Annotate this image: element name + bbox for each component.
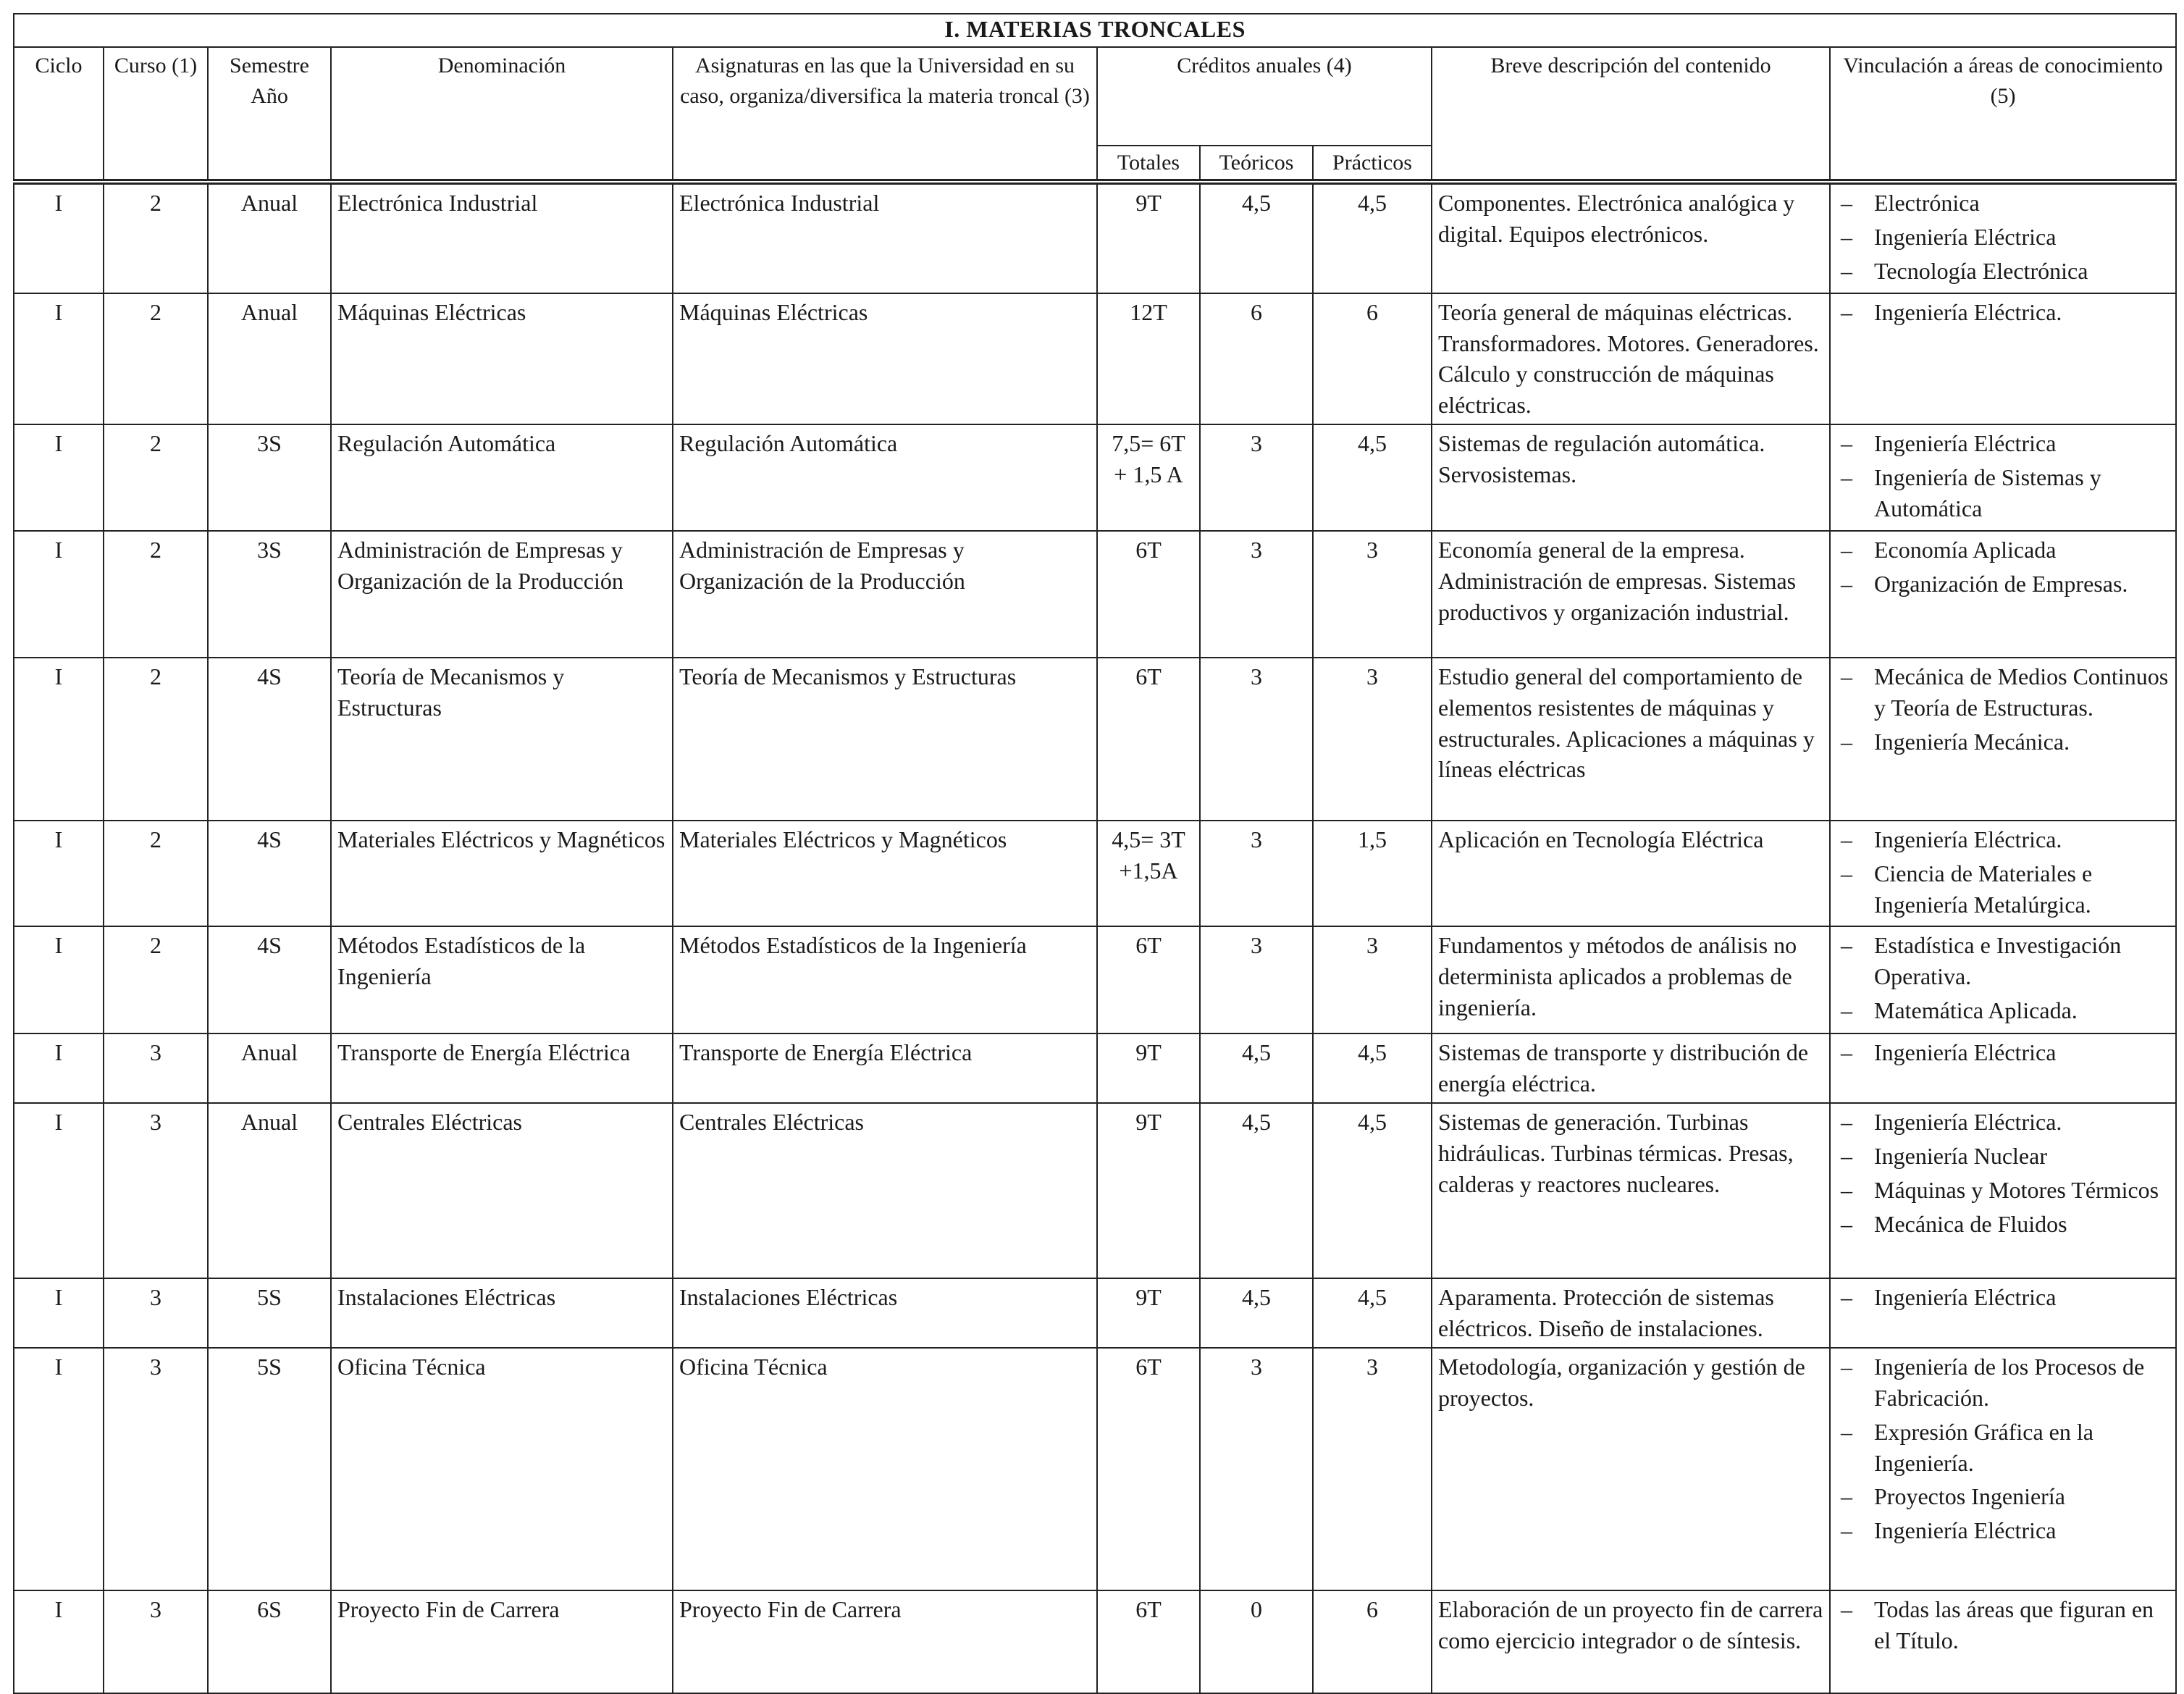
- creditos-totales-cell: 9T: [1097, 1103, 1200, 1278]
- semestre-cell: 4S: [208, 926, 331, 1033]
- semestre-cell: 6S: [208, 1590, 331, 1693]
- creditos-totales-cell: 6T: [1097, 1348, 1200, 1590]
- semestre-cell: Anual: [208, 1103, 331, 1278]
- header-creditos: Créditos anuales (4): [1097, 47, 1432, 146]
- ciclo-cell: I: [14, 182, 104, 293]
- area-item: – Ingeniería Eléctrica.: [1836, 824, 2170, 855]
- curso-cell: 2: [104, 182, 208, 293]
- vinculacion-cell: [1830, 1103, 2176, 1278]
- descripcion-cell: Teoría general de máquinas eléctricas. Transformadores. Motores. Generadores. Cálculo y construcción de máquinas eléctricas.: [1432, 293, 1830, 425]
- denominacion-cell: Métodos Estadísticos de la Ingeniería: [331, 926, 673, 1033]
- header-vinculacion: Vinculación a áreas de conocimiento (5): [1830, 47, 2176, 182]
- area-item: – Ciencia de Materiales e Ingeniería Metalúrgica.: [1836, 858, 2170, 921]
- creditos-practicos-cell: 4,5: [1313, 1103, 1432, 1278]
- vinculacion-cell: [1830, 926, 2176, 1033]
- asignatura-cell: Máquinas Eléctricas: [673, 293, 1097, 425]
- semestre-cell: Anual: [208, 1033, 331, 1103]
- descripcion-cell: Aparamenta. Protección de sistemas eléctricos. Diseño de instalaciones.: [1432, 1278, 1830, 1348]
- creditos-teoricos-cell: 4,5: [1200, 1103, 1313, 1278]
- asignatura-cell: Proyecto Fin de Carrera: [673, 1590, 1097, 1693]
- creditos-totales-cell: 6T: [1097, 926, 1200, 1033]
- curso-cell: 3: [104, 1033, 208, 1103]
- table-title: I. MATERIAS TRONCALES: [14, 14, 2176, 47]
- creditos-teoricos-cell: 3: [1200, 926, 1313, 1033]
- creditos-totales-cell: 6T: [1097, 658, 1200, 821]
- ciclo-cell: I: [14, 1033, 104, 1103]
- asignatura-cell: Teoría de Mecanismos y Estructuras: [673, 658, 1097, 821]
- ciclo-cell: I: [14, 1103, 104, 1278]
- area-item: – Ingeniería de los Procesos de Fabricación.: [1836, 1351, 2170, 1414]
- denominacion-cell: Teoría de Mecanismos y Estructuras: [331, 658, 673, 821]
- header-ciclo: Ciclo: [14, 47, 104, 182]
- curso-cell: 3: [104, 1103, 208, 1278]
- descripcion-cell: Metodología, organización y gestión de proyectos.: [1432, 1348, 1830, 1590]
- creditos-practicos-cell: 3: [1313, 658, 1432, 821]
- table-row: [14, 182, 2176, 293]
- creditos-teoricos-cell: 6: [1200, 293, 1313, 425]
- denominacion-cell: Regulación Automática: [331, 424, 673, 531]
- creditos-practicos-cell: 4,5: [1313, 1033, 1432, 1103]
- asignatura-cell: Instalaciones Eléctricas: [673, 1278, 1097, 1348]
- vinculacion-cell: [1830, 182, 2176, 293]
- creditos-teoricos-cell: 3: [1200, 1348, 1313, 1590]
- creditos-practicos-cell: 6: [1313, 1590, 1432, 1693]
- creditos-totales-cell: 6T: [1097, 531, 1200, 658]
- creditos-teoricos-cell: 0: [1200, 1590, 1313, 1693]
- area-item: – Ingeniería Eléctrica.: [1836, 1107, 2170, 1138]
- semestre-cell: 4S: [208, 821, 331, 927]
- table-row: [14, 1103, 2176, 1278]
- header-denominacion: Denominación: [331, 47, 673, 182]
- area-list: [1836, 1107, 2170, 1240]
- semestre-cell: 4S: [208, 658, 331, 821]
- descripcion-cell: Sistemas de regulación automática. Servosistemas.: [1432, 424, 1830, 531]
- descripcion-cell: Estudio general del comportamiento de elementos resistentes de máquinas y estructurales. Aplicaciones a máquinas y líneas eléctricas: [1432, 658, 1830, 821]
- area-item: – Mecánica de Medios Continuos y Teoría de Estructuras.: [1836, 661, 2170, 724]
- table-row: [14, 1590, 2176, 1693]
- table-row: [14, 926, 2176, 1033]
- table-row: [14, 424, 2176, 531]
- ciclo-cell: I: [14, 293, 104, 425]
- area-item: – Ingeniería Eléctrica: [1836, 222, 2170, 253]
- asignatura-cell: Materiales Eléctricos y Magnéticos: [673, 821, 1097, 927]
- semestre-cell: Anual: [208, 293, 331, 425]
- area-item: – Ingeniería Eléctrica: [1836, 1515, 2170, 1546]
- vinculacion-cell: [1830, 531, 2176, 658]
- header-practicos: Prácticos: [1313, 146, 1432, 182]
- denominacion-cell: Máquinas Eléctricas: [331, 293, 673, 425]
- denominacion-cell: Materiales Eléctricos y Magnéticos: [331, 821, 673, 927]
- area-item: – Ingeniería Nuclear: [1836, 1141, 2170, 1172]
- table-row: [14, 531, 2176, 658]
- area-list: [1836, 428, 2170, 524]
- area-item: – Ingeniería Mecánica.: [1836, 726, 2170, 758]
- area-item: – Electrónica: [1836, 188, 2170, 219]
- creditos-teoricos-cell: 3: [1200, 424, 1313, 531]
- curso-cell: 2: [104, 531, 208, 658]
- creditos-practicos-cell: 6: [1313, 293, 1432, 425]
- area-item: – Mecánica de Fluidos: [1836, 1209, 2170, 1240]
- denominacion-cell: Instalaciones Eléctricas: [331, 1278, 673, 1348]
- creditos-totales-cell: 9T: [1097, 1278, 1200, 1348]
- denominacion-cell: Administración de Empresas y Organización de la Producción: [331, 531, 673, 658]
- creditos-teoricos-cell: 4,5: [1200, 182, 1313, 293]
- creditos-practicos-cell: 3: [1313, 1348, 1432, 1590]
- header-teoricos: Teóricos: [1200, 146, 1313, 182]
- semestre-cell: 3S: [208, 531, 331, 658]
- area-item: – Máquinas y Motores Térmicos: [1836, 1175, 2170, 1206]
- table-row: [14, 1278, 2176, 1348]
- table-row: [14, 1033, 2176, 1103]
- asignatura-cell: Electrónica Industrial: [673, 182, 1097, 293]
- asignatura-cell: Oficina Técnica: [673, 1348, 1097, 1590]
- header-curso: Curso (1): [104, 47, 208, 182]
- ciclo-cell: I: [14, 926, 104, 1033]
- vinculacion-cell: [1830, 1033, 2176, 1103]
- vinculacion-cell: [1830, 1278, 2176, 1348]
- header-semestre: Semestre Año: [208, 47, 331, 182]
- area-item: – Ingeniería Eléctrica: [1836, 1282, 2170, 1313]
- area-list: [1836, 661, 2170, 758]
- area-item: – Estadística e Investigación Operativa.: [1836, 930, 2170, 992]
- descripcion-cell: Componentes. Electrónica analógica y digital. Equipos electrónicos.: [1432, 182, 1830, 293]
- asignatura-cell: Transporte de Energía Eléctrica: [673, 1033, 1097, 1103]
- curso-cell: 2: [104, 293, 208, 425]
- asignatura-cell: Regulación Automática: [673, 424, 1097, 531]
- vinculacion-cell: [1830, 821, 2176, 927]
- area-item: – Proyectos Ingeniería: [1836, 1481, 2170, 1512]
- ciclo-cell: I: [14, 1590, 104, 1693]
- descripcion-cell: Elaboración de un proyecto fin de carrera como ejercicio integrador o de síntesis.: [1432, 1590, 1830, 1693]
- ciclo-cell: I: [14, 424, 104, 531]
- ciclo-cell: I: [14, 658, 104, 821]
- area-item: – Tecnología Electrónica: [1836, 256, 2170, 287]
- area-list: [1836, 1351, 2170, 1546]
- asignatura-cell: Centrales Eléctricas: [673, 1103, 1097, 1278]
- area-item: – Ingeniería Eléctrica: [1836, 428, 2170, 459]
- descripcion-cell: Economía general de la empresa. Administración de empresas. Sistemas productivos y organización industrial.: [1432, 531, 1830, 658]
- header-asignaturas: Asignaturas en las que la Universidad en su caso, organiza/diversifica la materia troncal (3): [673, 47, 1097, 182]
- curso-cell: 3: [104, 1278, 208, 1348]
- curso-cell: 3: [104, 1590, 208, 1693]
- asignatura-cell: Métodos Estadísticos de la Ingeniería: [673, 926, 1097, 1033]
- denominacion-cell: Electrónica Industrial: [331, 182, 673, 293]
- area-list: [1836, 930, 2170, 1026]
- vinculacion-cell: [1830, 424, 2176, 531]
- denominacion-cell: Proyecto Fin de Carrera: [331, 1590, 673, 1693]
- creditos-practicos-cell: 4,5: [1313, 424, 1432, 531]
- curso-cell: 2: [104, 424, 208, 531]
- creditos-practicos-cell: 1,5: [1313, 821, 1432, 927]
- ciclo-cell: I: [14, 1348, 104, 1590]
- header-descripcion: Breve descripción del contenido: [1432, 47, 1830, 182]
- vinculacion-cell: [1830, 658, 2176, 821]
- area-list: [1836, 297, 2170, 328]
- creditos-totales-cell: 9T: [1097, 182, 1200, 293]
- curso-cell: 2: [104, 658, 208, 821]
- area-list: [1836, 824, 2170, 921]
- ciclo-cell: I: [14, 821, 104, 927]
- ciclo-cell: I: [14, 1278, 104, 1348]
- creditos-totales-cell: 4,5= 3T +1,5A: [1097, 821, 1200, 927]
- area-item: – Matemática Aplicada.: [1836, 995, 2170, 1026]
- area-item: – Ingeniería Eléctrica: [1836, 1037, 2170, 1068]
- table-body: [14, 182, 2176, 1693]
- vinculacion-cell: [1830, 293, 2176, 425]
- area-item: – Economía Aplicada: [1836, 534, 2170, 566]
- creditos-teoricos-cell: 3: [1200, 658, 1313, 821]
- document-sheet: [13, 13, 2175, 1694]
- semestre-cell: 3S: [208, 424, 331, 531]
- vinculacion-cell: [1830, 1348, 2176, 1590]
- denominacion-cell: Centrales Eléctricas: [331, 1103, 673, 1278]
- creditos-totales-cell: 7,5= 6T + 1,5 A: [1097, 424, 1200, 531]
- descripcion-cell: Aplicación en Tecnología Eléctrica: [1432, 821, 1830, 927]
- creditos-practicos-cell: 3: [1313, 926, 1432, 1033]
- semestre-cell: Anual: [208, 182, 331, 293]
- creditos-teoricos-cell: 4,5: [1200, 1033, 1313, 1103]
- asignatura-cell: Administración de Empresas y Organización de la Producción: [673, 531, 1097, 658]
- area-item: – Ingeniería de Sistemas y Automática: [1836, 462, 2170, 524]
- creditos-practicos-cell: 4,5: [1313, 182, 1432, 293]
- semestre-cell: 5S: [208, 1278, 331, 1348]
- curso-cell: 3: [104, 1348, 208, 1590]
- area-list: [1836, 1594, 2170, 1656]
- area-item: – Ingeniería Eléctrica.: [1836, 297, 2170, 328]
- descripcion-cell: Sistemas de generación. Turbinas hidráulicas. Turbinas térmicas. Presas, calderas y reactores nucleares.: [1432, 1103, 1830, 1278]
- header-totales: Totales: [1097, 146, 1200, 182]
- creditos-practicos-cell: 4,5: [1313, 1278, 1432, 1348]
- denominacion-cell: Oficina Técnica: [331, 1348, 673, 1590]
- creditos-teoricos-cell: 3: [1200, 821, 1313, 927]
- ciclo-cell: I: [14, 531, 104, 658]
- creditos-teoricos-cell: 4,5: [1200, 1278, 1313, 1348]
- table-row: [14, 293, 2176, 425]
- creditos-teoricos-cell: 3: [1200, 531, 1313, 658]
- descripcion-cell: Fundamentos y métodos de análisis no determinista aplicados a problemas de ingeniería.: [1432, 926, 1830, 1033]
- area-item: – Expresión Gráfica en la Ingeniería.: [1836, 1417, 2170, 1479]
- denominacion-cell: Transporte de Energía Eléctrica: [331, 1033, 673, 1103]
- curso-cell: 2: [104, 926, 208, 1033]
- area-list: [1836, 1037, 2170, 1068]
- table-row: [14, 821, 2176, 927]
- materias-troncales-table: [13, 13, 2177, 1694]
- area-list: [1836, 1282, 2170, 1313]
- area-item: – Todas las áreas que figuran en el Título.: [1836, 1594, 2170, 1656]
- table-row: [14, 1348, 2176, 1590]
- curso-cell: 2: [104, 821, 208, 927]
- creditos-totales-cell: 9T: [1097, 1033, 1200, 1103]
- creditos-totales-cell: 6T: [1097, 1590, 1200, 1693]
- area-item: – Organización de Empresas.: [1836, 569, 2170, 600]
- area-list: [1836, 188, 2170, 287]
- semestre-cell: 5S: [208, 1348, 331, 1590]
- creditos-totales-cell: 12T: [1097, 293, 1200, 425]
- creditos-practicos-cell: 3: [1313, 531, 1432, 658]
- vinculacion-cell: [1830, 1590, 2176, 1693]
- descripcion-cell: Sistemas de transporte y distribución de energía eléctrica.: [1432, 1033, 1830, 1103]
- table-row: [14, 658, 2176, 821]
- area-list: [1836, 534, 2170, 600]
